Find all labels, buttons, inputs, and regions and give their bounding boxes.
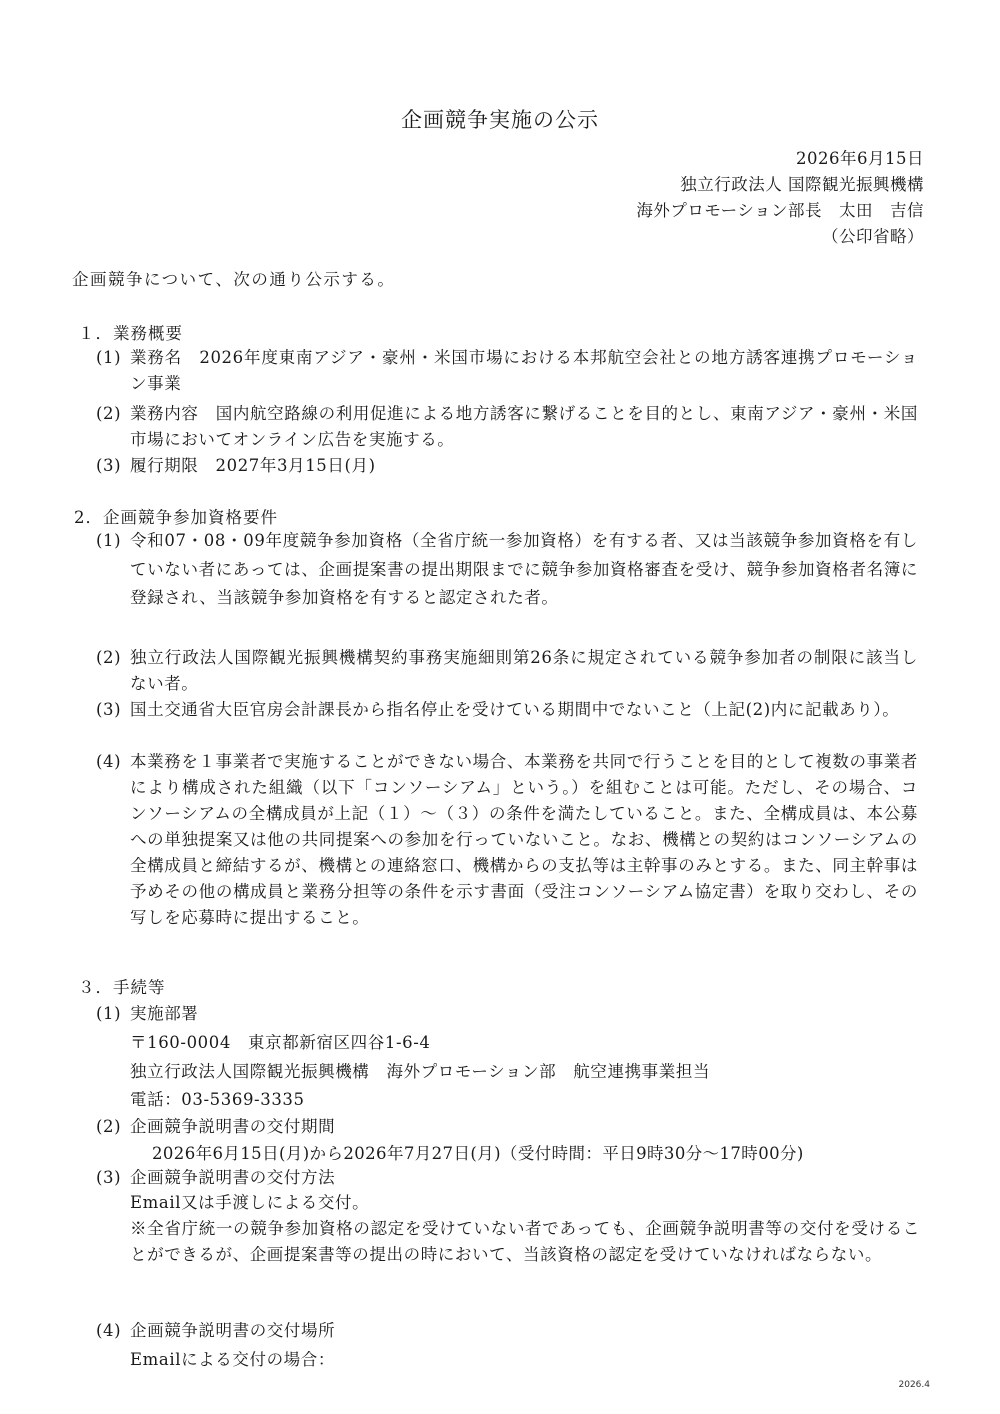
phone-number: 電話：03-5369-3335 <box>130 1090 305 1109</box>
section-3-heading: ３．手続等 <box>78 978 166 997</box>
item-number: (4) <box>96 752 122 771</box>
item-number: (1) <box>96 531 122 550</box>
item-number: (2) <box>96 648 122 667</box>
section-1-heading: １．業務概要 <box>78 324 183 343</box>
item-text: 業務名 2026年度東南アジア・豪州・米国市場における本邦航空会社との地方誘客連携プロモーション事業 <box>130 348 918 393</box>
item-label: 企画競争説明書の交付場所 <box>130 1321 336 1340</box>
item-text: 本業務を１事業者で実施することができない場合、本業務を共同で行うことを目的として複数の事業者により構成された組織（以下「コンソーシアム」という。）を組むことは可能。ただし、その場合、コンソーシアムの全構成員が上記（１）～（３）の条件を満たしていること。また、全構成員は、本公募への単独提案又は他の共同提案への参加を行っていないこと。なお、機構との契約はコンソーシアムの全構成員と締結するが、機構との連絡窓口、機構からの支払等は主幹事のみとする。また、同主幹事は予めその他の構成員と業務分担等の条件を示す書面（受注コンソーシアム協定書）を取り交わし、その写しを応募時に提出すること。 <box>130 752 918 927</box>
page-title: 企画競争実施の公示 <box>401 108 599 132</box>
section-2-heading: 2．企画競争参加資格要件 <box>74 508 278 527</box>
email-case-text: Emailによる交付の場合： <box>130 1350 335 1369</box>
qualification-note: ※全省庁統一の競争参加資格の認定を受けていない者であっても、企画競争説明書等の交付を受けることができるが、企画提案書等の提出の時において、当該資格の認定を受けていなければならない。 <box>130 1219 920 1264</box>
section-2-item-4 <box>96 749 918 931</box>
section-2-item-2 <box>96 645 918 697</box>
distribution-period: 2026年6月15日(月)から2026年7月27日(月)（受付時間：平日9時30分～17時00分) <box>152 1144 804 1163</box>
section-1-item-3 <box>96 453 918 479</box>
item-text: 国土交通省大臣官房会計課長から指名停止を受けている期間中でないこと（上記(2)内に記載あり）。 <box>130 700 900 719</box>
section-3-item-3 <box>96 1165 918 1191</box>
item-number: (1) <box>96 1004 122 1023</box>
item-number: (2) <box>96 404 122 423</box>
item-number: (3) <box>96 456 122 475</box>
issue-date: 2026年6月15日 <box>796 149 924 168</box>
section-1-item-1 <box>96 345 918 397</box>
issuer-block <box>636 146 924 250</box>
item-text: 令和07・08・09年度競争参加資格（全省庁統一参加資格）を有する者、又は当該競争参加資格を有していない者にあっては、企画提案書の提出期限までに競争参加資格審査を受け、競争参加資格者名簿に登録され、当該競争参加資格を有すると認定された者。 <box>130 531 918 607</box>
item-text: 業務内容 国内航空路線の利用促進による地方誘客に繋げることを目的とし、東南アジア・豪州・米国市場においてオンライン広告を実施する。 <box>130 404 918 449</box>
item-number: (4) <box>96 1321 122 1340</box>
intro-text: 企画競争について、次の通り公示する。 <box>72 270 396 289</box>
issuer-officer: 海外プロモーション部長 太田 吉信 <box>636 201 924 220</box>
distribution-method <box>130 1190 920 1268</box>
item-label: 企画競争説明書の交付方法 <box>130 1168 336 1187</box>
section-3-item-4 <box>96 1318 918 1344</box>
revision-footer: 2026.4 <box>898 1380 930 1390</box>
item-text: 独立行政法人国際観光振興機構契約事務実施細則第26条に規定されている競争参加者の制限に該当しない者。 <box>130 648 918 693</box>
item-label: 実施部署 <box>130 1004 199 1023</box>
section-2-item-1 <box>96 527 918 613</box>
method-text: Email又は手渡しによる交付。 <box>130 1193 370 1212</box>
seal-note: （公印省略） <box>822 227 924 246</box>
item-number: (2) <box>96 1117 122 1136</box>
section-1-item-2 <box>96 401 918 453</box>
issuer-organization: 独立行政法人 国際観光振興機構 <box>680 175 924 194</box>
department-details <box>130 1030 920 1114</box>
section-2-item-3 <box>96 697 918 723</box>
postal-address: 〒160-0004 東京都新宿区四谷1-6-4 <box>130 1033 431 1052</box>
item-number: (1) <box>96 348 122 367</box>
item-label: 企画競争説明書の交付期間 <box>130 1117 336 1136</box>
section-3-item-1 <box>96 1001 918 1027</box>
department-name: 独立行政法人国際観光振興機構 海外プロモーション部 航空連携事業担当 <box>130 1061 711 1081</box>
item-number: (3) <box>96 1168 122 1187</box>
section-3-item-2 <box>96 1114 918 1140</box>
item-text: 履行期限 2027年3月15日(月) <box>130 456 376 475</box>
item-number: (3) <box>96 700 122 719</box>
